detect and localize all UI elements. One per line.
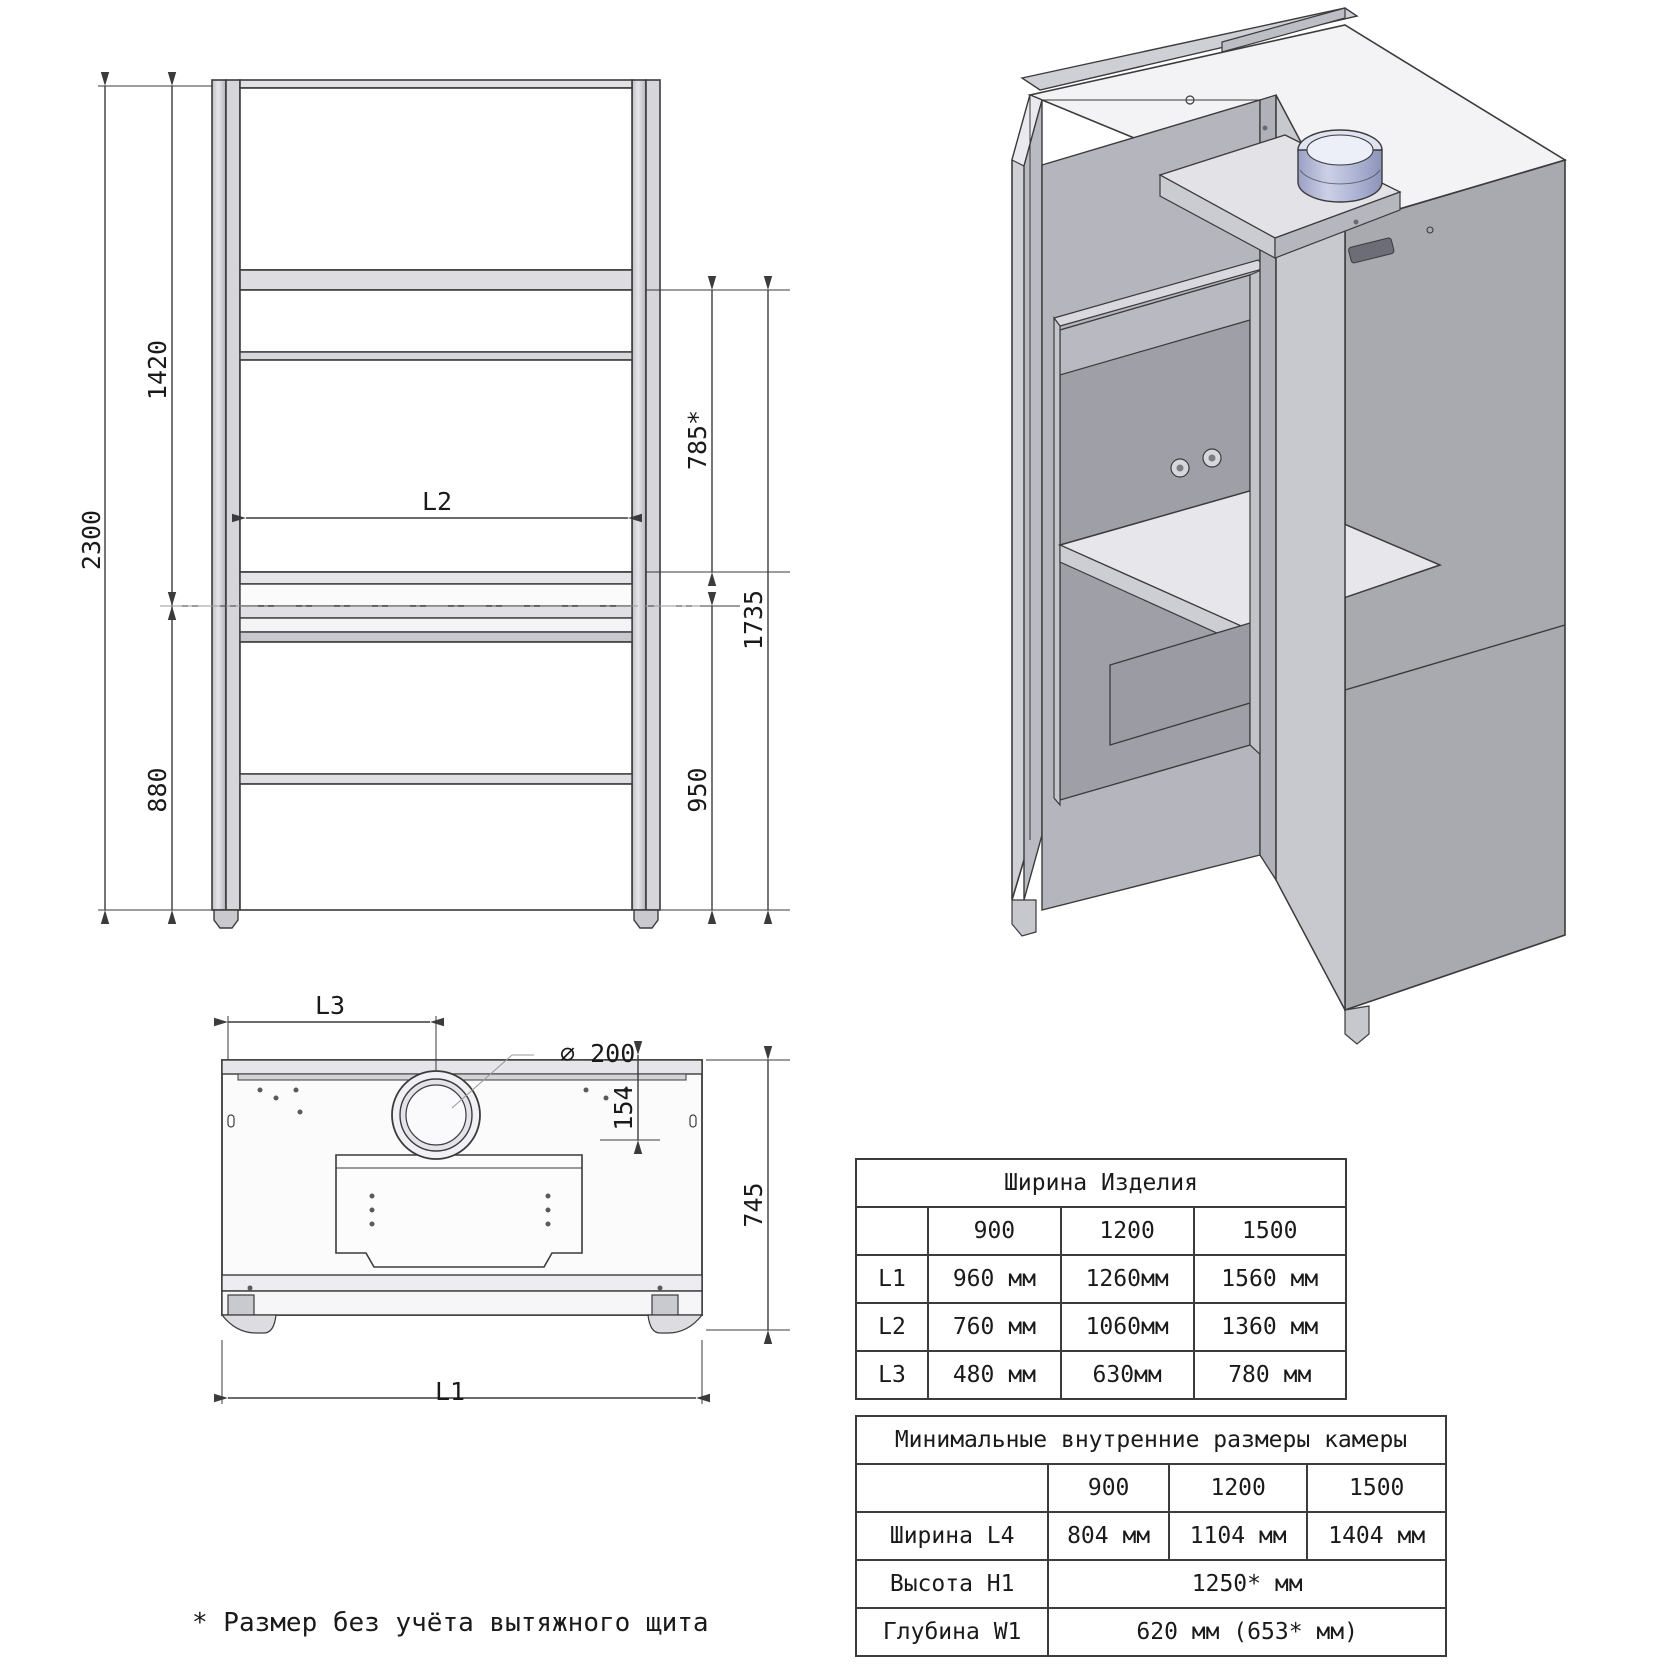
dim-total-height: 2300 [77,509,106,571]
w1-value: 620 мм (653* мм) [1048,1608,1446,1656]
row-label-w1: Глубина W1 [856,1608,1048,1656]
l4-900: 804 мм [1048,1512,1169,1560]
dim-upper-height: 1420 [143,339,172,401]
row-label-l3: L3 [856,1351,928,1399]
row-label-l1: L1 [856,1255,928,1303]
width-table-col-1500: 1500 [1194,1207,1347,1255]
dim-worktop-offset-star: 785* [683,409,712,471]
l1-900: 960 мм [928,1255,1061,1303]
width-table-col-1200: 1200 [1061,1207,1194,1255]
inner-table-col-1200: 1200 [1169,1464,1308,1512]
width-table [855,1158,1347,1400]
dim-l1-label: L1 [434,1377,466,1406]
dim-duct-diameter: ⌀ 200 [560,1039,636,1068]
inner-table-col-1500: 1500 [1307,1464,1446,1512]
table-row [856,1608,1446,1656]
dim-depth-total: 745 [739,1182,768,1228]
dim-worktop-height: 950 [683,767,712,813]
table-row [856,1351,1346,1399]
inner-table-title: Минимальные внутренние размеры камеры [856,1416,1446,1464]
l2-900: 760 мм [928,1303,1061,1351]
table-row [856,1303,1346,1351]
dim-l2-label: L2 [421,487,453,516]
dim-l3-label: L3 [314,991,346,1020]
table-row [856,1255,1346,1303]
inner-table-corner [856,1464,1048,1512]
row-label-h1: Высота H1 [856,1560,1048,1608]
width-table-corner [856,1207,928,1255]
inner-dimensions-table [855,1415,1447,1657]
inner-table-col-900: 900 [1048,1464,1169,1512]
table-row [856,1512,1446,1560]
dim-lower-height: 880 [143,767,172,813]
top-view-group [222,991,790,1406]
front-elevation-group [77,80,790,928]
isometric-view-group [1012,8,1565,1044]
dim-depth-partial: 154 [609,1085,638,1131]
dim-cabinet-height: 1735 [739,589,768,651]
l1-1200: 1260мм [1061,1255,1194,1303]
l2-1500: 1360 мм [1194,1303,1347,1351]
l2-1200: 1060мм [1061,1303,1194,1351]
table-row [856,1416,1446,1464]
table-row [856,1207,1346,1255]
row-label-l2: L2 [856,1303,928,1351]
table-row [856,1464,1446,1512]
footnote-text: * Размер без учёта вытяжного щита [192,1608,709,1638]
l3-1200: 630мм [1061,1351,1194,1399]
l4-1500: 1404 мм [1307,1512,1446,1560]
h1-value: 1250* мм [1048,1560,1446,1608]
row-label-l4: Ширина L4 [856,1512,1048,1560]
table-row [856,1560,1446,1608]
width-table-title: Ширина Изделия [856,1159,1346,1207]
table-row [856,1159,1346,1207]
l3-1500: 780 мм [1194,1351,1347,1399]
width-table-col-900: 900 [928,1207,1061,1255]
l4-1200: 1104 мм [1169,1512,1308,1560]
l3-900: 480 мм [928,1351,1061,1399]
l1-1500: 1560 мм [1194,1255,1347,1303]
